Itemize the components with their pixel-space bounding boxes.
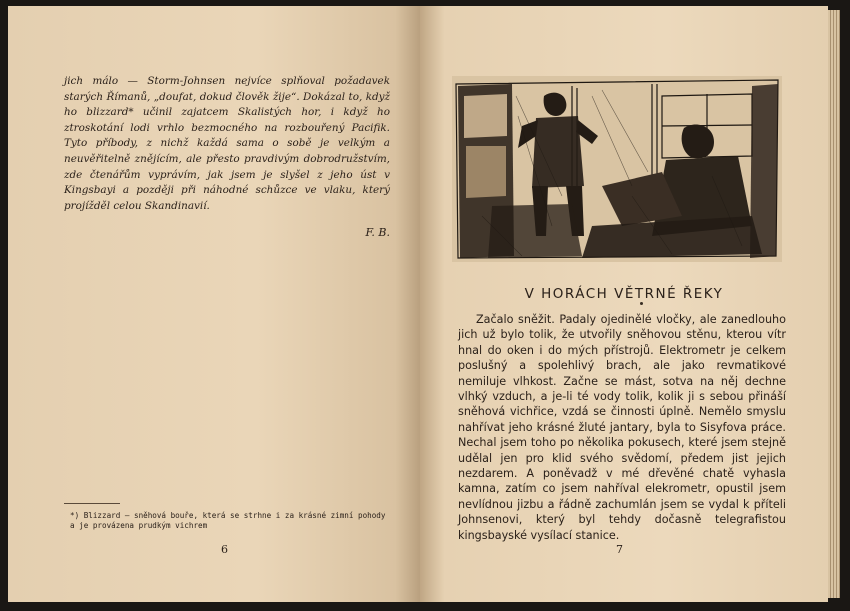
open-book (8, 6, 838, 602)
page-number-right: 7 (616, 543, 623, 556)
footnote-divider (64, 503, 120, 504)
footnote: *) Blizzard — sněhová bouře, která se strhne i za krásné zimní pohody a je provázena prudkým vichrem (70, 511, 386, 530)
chapter-illustration (452, 76, 782, 262)
chapter-title: V HORÁCH VĚTRNÉ ŘEKY (524, 286, 724, 302)
page-number-left: 6 (221, 543, 228, 556)
chapter-text: Začalo sněžit. Padaly ojedinělé vločky, ale zanedlouho jich už bylo tolik, že utvořily sněhovou stěnu, kterou vítr hnal do oken i do mých přístrojů. Elektrometr je celkem poslušný a spolehlivý brach, ale jako revmatikové nemiluje vlhkost. Začne se mást, sotva na něj dechne vlhký vzduch, a je-li té vody tolik, kolik ji s sebou přináší sněhová vichřice, vzdá se činnosti úplně. Nemělo smyslu nahřívat jeho krásné žluté jantary, byla to Sisyfova práce. Nechal jsem toho po několika pokusech, které jsem stejně udělal jen pro klid svého svědomí, předem jist jejich nezdarem. A poněvadž v mé dřevěné chatě vyhasla kamna, zatím co jsem nahříval elekrometr, opustil jsem nevlídnou jizbu a řádně zachumlán jsem se vydal k příteli Johnsenovi, který byl tehdy dočasně telegrafistou kingsbayské vysílací stanice. (458, 313, 786, 542)
right-page (420, 6, 828, 602)
ornament-dot (640, 302, 643, 305)
page-edges (828, 10, 840, 598)
left-page (8, 6, 420, 602)
preface-text: jich málo — Storm-Johnsen nejvíce splňoval požadavek starých Římanů, „doufat, dokud člověk žije“. Dokázal to, když ho blizzard* učinil zajatcem Skalistých hor, i když ho ztroskotání lodi vrhlo bezmocného na rozbouřený Pacifik. Tyto příbody, z nichž každá sama o sobě je velkým a neuvěřitelně znějícím, ale přesto pravdivým dobrodružstvím, zde čtenářům vyprávím, jak jsem je slyšel z jeho úst v Kingsbayi a později při náhodné schůzce ve vlaku, který projížděl celou Skandinavií. (64, 75, 390, 212)
author-signature: F. B. (365, 226, 390, 239)
